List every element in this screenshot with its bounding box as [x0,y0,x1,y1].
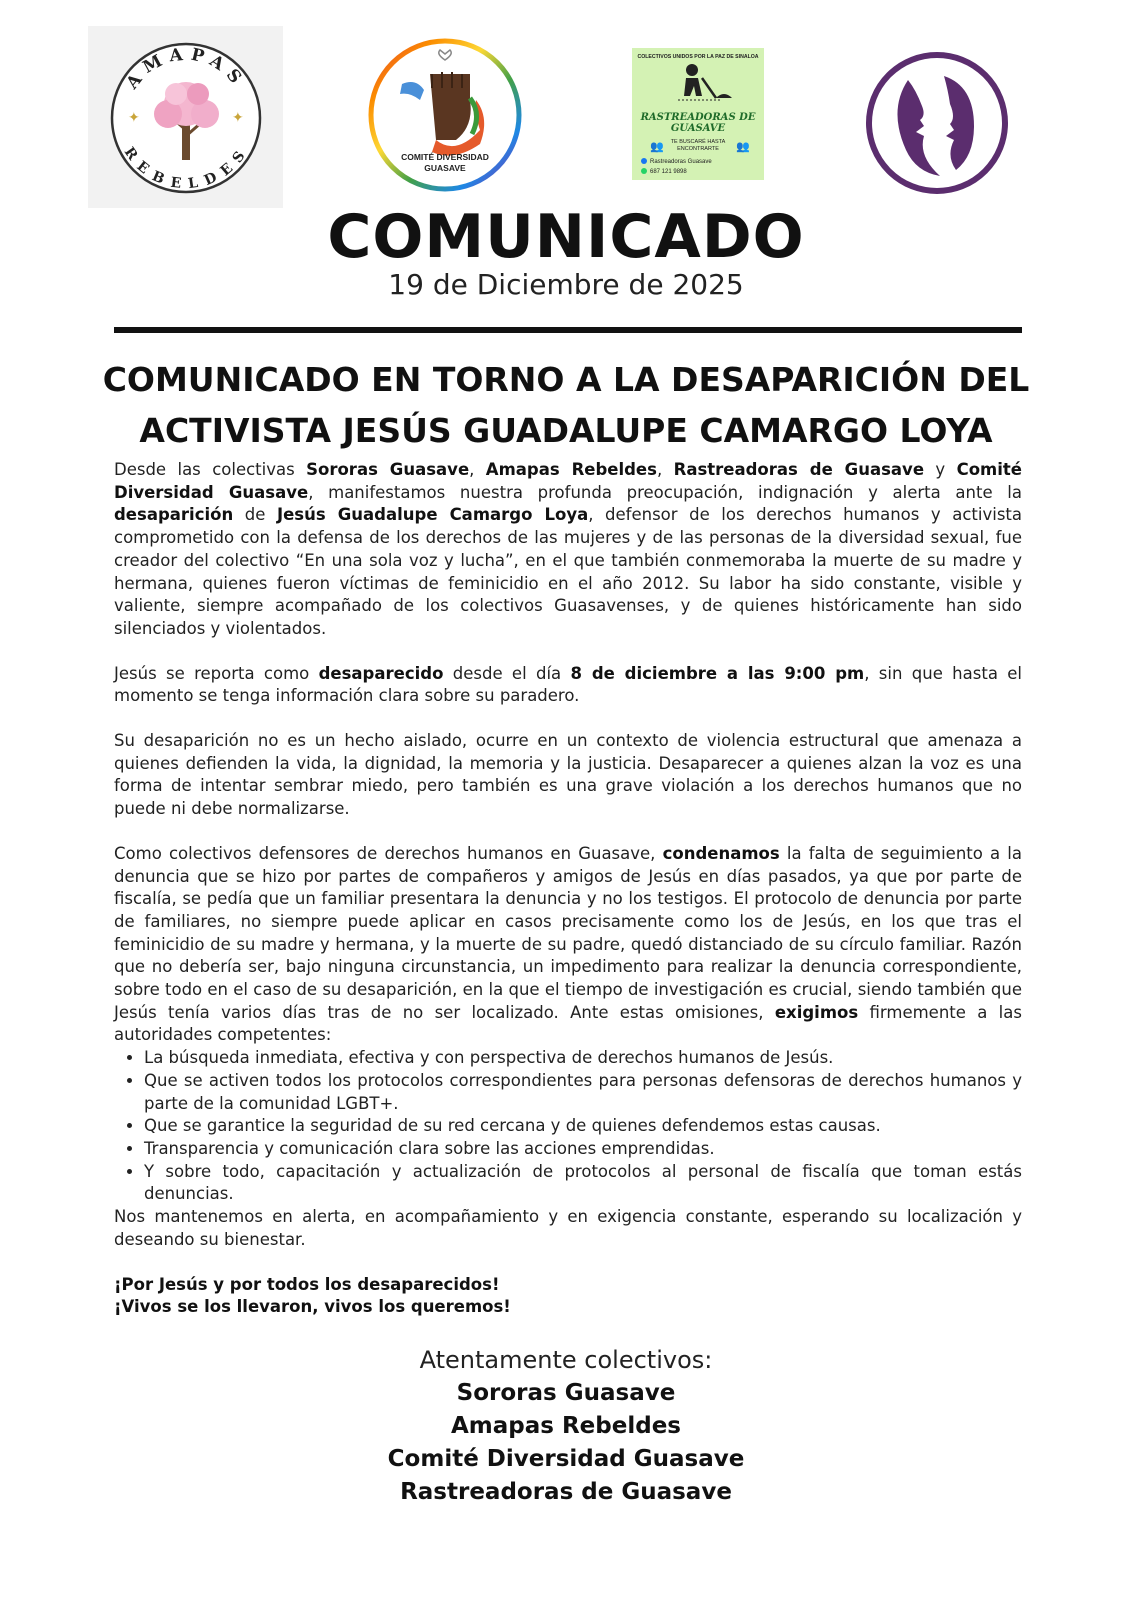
signature-org: Sororas Guasave [456,1380,676,1406]
list-item: • Y sobre todo, capacitación y actualización de protocolos al personal de fiscalía que toman estás denuncias. [144,1161,1022,1206]
people-icon: 👥 [736,140,750,153]
raised-fist-icon [430,74,471,140]
comite-line2: GUASAVE [424,163,466,173]
comite-diversidad-logo [366,36,524,194]
slogan-1: ¡Por Jesús y por todos los desaparecidos! [114,1274,500,1294]
paragraph-intro: Desde las colectivas Sororas Guasave, Amapas Rebeldes, Rastreadoras de Guasave y Comité Diversidad Guasave, manifestamos nuestra profunda preocupación, indignación y alerta ante la desaparición de Jesús Guadalupe Camargo Loya, defensor de los derechos humanos y activista comprometido con la defensa de los derechos de las mujeres y de las personas de la diversidad sexual, fue creador del colectivo “En una sola voz y lucha”, en el que también conmemoraba la muerte de su madre y hermana, quienes fueron víctimas de feminicidio en el año 2012. Su labor ha sido constante, visible y valiente, siempre acompañado de los colectivos Guasavenses, y de quienes históricamente han sido silenciados y violentados. [114,460,1022,638]
divider [114,327,1022,333]
demands-list [114,1047,1022,1206]
sororas-guasave-logo [864,50,1010,196]
heading-line-1: COMUNICADO EN TORNO A LA DESAPARICIÓN DEL [102,360,1030,399]
heading-line-2: ACTIVISTA JESÚS GUADALUPE CAMARGO LOYA [139,411,993,450]
signature-lead: Atentamente colectivos: [419,1346,713,1374]
sparkle-icon: ✦ [232,110,244,126]
searcher-icon [686,64,698,76]
rastreadoras-tag1: TE BUSCARÉ HASTA [670,139,726,145]
list-item: • Transparencia y comunicación clara sobre las acciones emprendidas. [144,1138,1022,1161]
amapas-bottom-text: REBELDES [120,144,252,193]
sparkle-icon: ✦ [128,110,140,126]
logo-row [0,26,1132,216]
whatsapp-icon [641,168,647,174]
paragraph-demands-intro: Como colectivos defensores de derechos humanos en Guasave, condenamos la falta de seguimiento a la denuncia que se hizo por partes de compañeros y amigos de Jesús en días pasados, ya que por parte de fiscalía, se pedía que un familiar presentara la denuncia y no los testigos. El protocolo de denuncia por parte de familiares, no siempre puede aplicar en casos precisamente como los de Jesús, en los que tras el feminicidio de su madre y hermana, y la muerte de su padre, quedó distanciado de su círculo familiar. Razón que no debería ser, bajo ninguna circunstancia, un impedimento para realizar la denuncia correspondiente, sobre todo en el caso de su desaparición, en la que el tiempo de investigación es crucial, siendo también que Jesús tenía varios días tras de no ser localizado. Ante estas omisiones, exigimos firmemente a las autoridades competentes: [114,843,1022,1045]
paragraph-alert: Nos mantenemos en alerta, en acompañamiento y en exigencia constante, esperando su localización y deseando su bienestar. [114,1207,1022,1249]
signature-org: Amapas Rebeldes [451,1413,681,1439]
amapas-rebeldes-logo [88,26,283,208]
list-item: • La búsqueda inmediata, efectiva y con perspectiva de derechos humanos de Jesús. [144,1047,1022,1070]
rastreadoras-tag2: ENCONTRARTE [677,146,719,152]
signature-org: Comité Diversidad Guasave [387,1446,745,1472]
rastreadoras-name2: GUASAVE [670,123,726,134]
document-heading [100,354,1032,456]
closing-slogans [114,1274,1022,1319]
page-title: COMUNICADO [327,202,805,272]
document-body [114,459,1022,1319]
rastreadoras-logo [632,48,764,180]
facebook-icon [641,158,647,164]
people-icon: 👥 [650,140,664,153]
paragraph-context: Su desaparición no es un hecho aislado, ocurre en un contexto de violencia estructural que amenaza a quienes defienden la vida, la dignidad, la memoria y la justicia. Desaparecer a quienes alzan la voz es una forma de intentar sembrar miedo, pero también es una grave violación a los derechos humanos que no puede ni debe normalizarse. [114,731,1022,819]
rastreadoras-social: Rastreadoras Guasave [650,159,712,165]
list-item: • Que se activen todos los protocolos correspondientes para personas defensoras de derechos humanos y parte de la comunidad LGBT+. [144,1070,1022,1115]
document-date: 19 de Diciembre de 2025 [388,268,744,301]
list-item: • Que se garantice la seguridad de su red cercana y de quienes defendemos estas causas. [144,1115,1022,1138]
signature-org: Rastreadoras de Guasave [400,1479,732,1505]
rastreadoras-phone: 687 121 9898 [650,169,687,175]
comite-line1: COMITÉ DIVERSIDAD [401,152,489,162]
rastreadoras-name1: RASTREADORAS DE [640,112,756,123]
paragraph-report: Jesús se reporta como desaparecido desde el día 8 de diciembre a las 9:00 pm, sin que hasta el momento se tenga información clara sobre su paradero. [114,663,1022,706]
signature-block [0,1343,1132,1509]
rastreadoras-top-text: COLECTIVOS UNIDOS POR LA PAZ DE SINALOA [637,54,759,60]
amapas-top-text: AMAPAS [122,44,250,93]
slogan-2: ¡Vivos se los llevaron, vivos los queremos! [114,1297,511,1317]
